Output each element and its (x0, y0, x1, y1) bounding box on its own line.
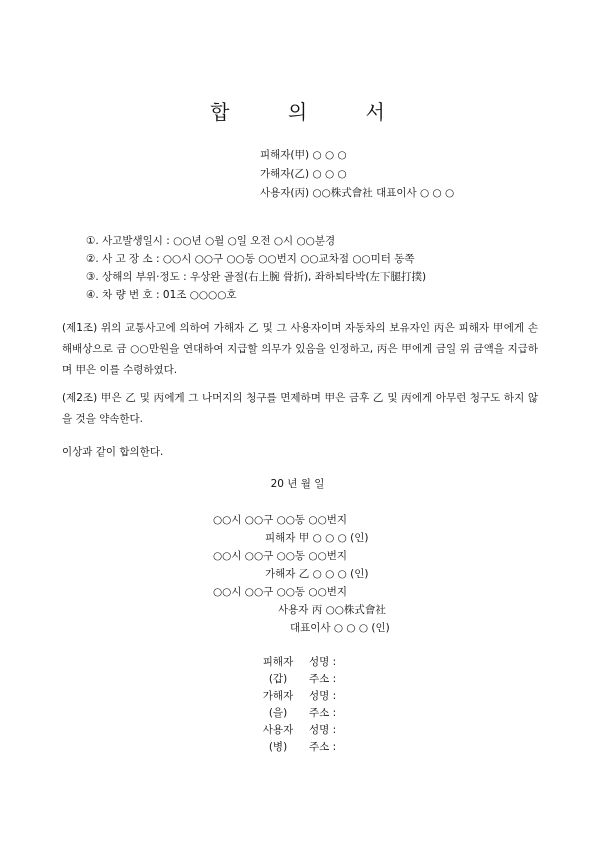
article-1: (제1조) 위의 교통사고에 의하여 가해자 乙 및 그 사용자이며 자동차의 보유자인 丙은 피해자 甲에게 손해배상으로 금 ○○만원을 연대하여 지급할 의무가 있음을 인정하고, 丙은 甲에게 금일 위 금액을 지급하며 甲은 이를 수령하였다. (62, 322, 538, 376)
party-employer: 사용자(丙) ○○株式會社 대표이사 ○ ○ ○ (260, 187, 455, 199)
witness-field: 주소 : (309, 673, 337, 685)
victim-address: ○○시 ○○구 ○○동 ○○번지 (213, 514, 348, 526)
employer-signature: 사용자 丙 ○○株式會社 (278, 604, 386, 616)
witness-block (255, 654, 336, 756)
witness-row (255, 688, 336, 705)
parties-block (260, 146, 454, 203)
witness-field: 성명 : (309, 724, 337, 736)
article-2: (제2조) 甲은 乙 및 丙에게 그 나머지의 청구를 면제하며 甲은 금후 乙 및 丙에게 아무런 청구도 하지 않을 것을 약속한다. (62, 392, 538, 425)
witness-row (255, 671, 336, 688)
witness-field: 성명 : (309, 690, 337, 702)
accident-facts (86, 232, 426, 304)
witness-field: 주소 : (309, 707, 337, 719)
witness-label: (을) (268, 707, 288, 719)
representative-signature: 대표이사 ○ ○ ○ (인) (290, 622, 390, 634)
fact-injury: ③. 상해의 부위·정도 : 우상완 골절(右上腕 骨折), 좌하퇴타박(左下腿打撲) (86, 271, 427, 283)
witness-row (255, 654, 336, 671)
witness-row (255, 739, 336, 756)
offender-signature: 가해자 乙 ○ ○ ○ (인) (265, 568, 369, 580)
witness-field: 주소 : (309, 741, 337, 753)
agreement-date: 20 년 월 일 (270, 478, 325, 490)
offender-address: ○○시 ○○구 ○○동 ○○번지 (213, 550, 348, 562)
fact-vehicle: ④. 차 량 번 호 : 01조 ○○○○호 (86, 289, 237, 301)
employer-address: ○○시 ○○구 ○○동 ○○번지 (213, 586, 348, 598)
witness-label: (갑) (268, 673, 288, 685)
victim-signature: 피해자 甲 ○ ○ ○ (인) (265, 532, 369, 544)
closing-statement: 이상과 같이 합의한다. (62, 446, 164, 458)
witness-label: 가해자 (262, 690, 294, 702)
fact-location: ②. 사 고 장 소 : ○○시 ○○구 ○○동 ○○번지 ○○교차점 ○○미터 동쪽 (86, 253, 415, 265)
witness-label: 사용자 (262, 724, 294, 736)
witness-field: 성명 : (309, 656, 337, 668)
witness-row (255, 705, 336, 722)
fact-datetime: ①. 사고발생일시 : ○○년 ○월 ○일 오전 ○시 ○○분경 (86, 235, 336, 247)
witness-row (255, 722, 336, 739)
witness-label: (병) (268, 741, 288, 753)
party-victim: 피해자(甲) ○ ○ ○ (260, 149, 347, 161)
document-title: 합 의 서 (210, 100, 411, 124)
party-offender: 가해자(乙) ○ ○ ○ (260, 168, 347, 180)
witness-label: 피해자 (262, 656, 294, 668)
